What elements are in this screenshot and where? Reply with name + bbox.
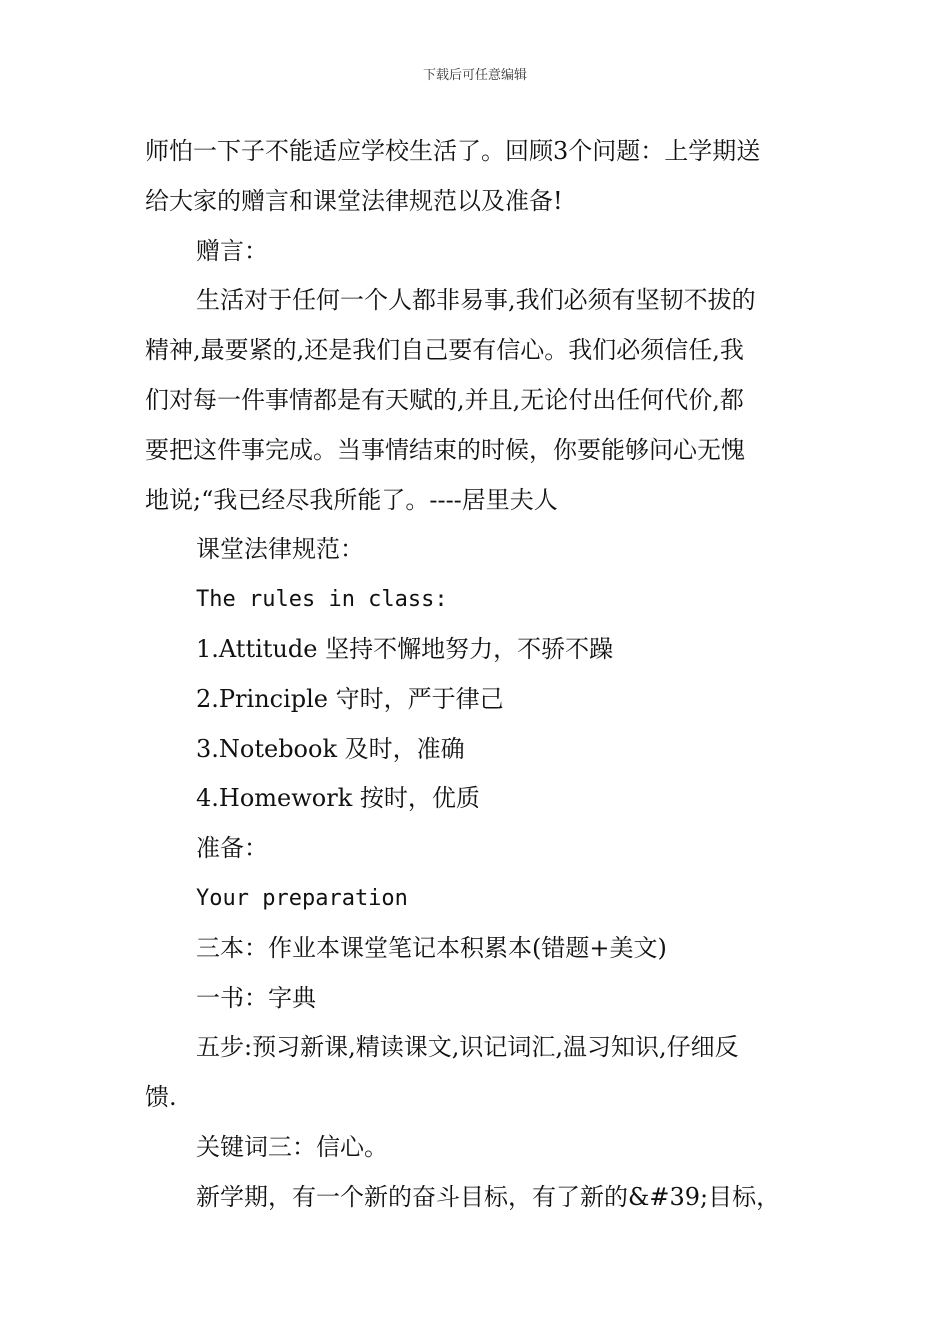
text-line: The rules in class: <box>196 587 448 613</box>
text-line: 一书：字典 <box>196 983 316 1012</box>
list-item: 1.Attitude 坚持不懈地努力，不骄不躁 <box>196 634 614 663</box>
section-heading: 准备： <box>196 834 268 863</box>
section-heading: 赠言： <box>196 236 268 265</box>
text-line: 给大家的赠言和课堂法律规范以及准备! <box>145 186 563 215</box>
text-line: 师怕一下子不能适应学校生活了。回顾3个问题：上学期送 <box>145 137 761 165</box>
section-heading: 课堂法律规范： <box>196 535 364 564</box>
text-line: 三本：作业本课堂笔记本积累本(错题+美文) <box>196 933 667 962</box>
text-line: 馈. <box>145 1083 177 1112</box>
text-line: 精神,最要紧的,还是我们自己要有信心。我们必须信任,我 <box>145 336 744 365</box>
text-line: 们对每一件事情都是有天赋的,并且,无论付出任何代价,都 <box>145 385 744 414</box>
page-header: 下载后可任意编辑 <box>422 68 527 83</box>
text-line: 地说;“我已经尽我所能了。----居里夫人 <box>145 485 558 514</box>
text-line: 生活对于任何一个人都非易事,我们必须有坚韧不拔的 <box>196 286 756 315</box>
document-body <box>145 127 810 1223</box>
text-line: 新学期，有一个新的奋斗目标，有了新的&#39;目标， <box>196 1182 781 1211</box>
list-item: 2.Principle 守时，严于律己 <box>196 684 504 713</box>
text-line: Your preparation <box>196 885 408 911</box>
text-line: 五步:预习新课,精读课文,识记词汇,温习知识,仔细反 <box>196 1033 739 1062</box>
list-item: 4.Homework 按时，优质 <box>196 784 480 813</box>
text-line: 要把这件事完成。当事情结束的时候，你要能够问心无愧 <box>145 435 745 464</box>
section-heading: 关键词三：信心。 <box>196 1132 388 1161</box>
list-item: 3.Notebook 及时，准确 <box>196 734 465 763</box>
